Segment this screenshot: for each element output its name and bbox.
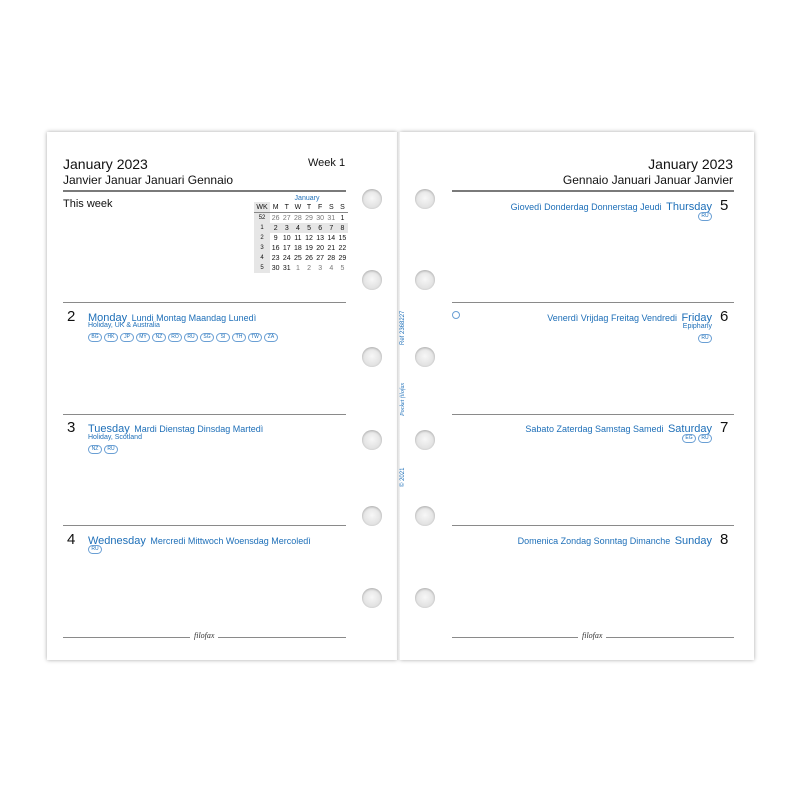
cal-week-number: 3 xyxy=(254,243,270,253)
day-name-translations: Mardi Dienstag Dinsdag Martedì xyxy=(134,424,264,434)
cal-day: 26 xyxy=(271,214,280,222)
holiday-note: Holiday, UK & Australia xyxy=(88,322,160,329)
ring-hole xyxy=(362,588,382,608)
holiday-note: Epiphany xyxy=(682,323,712,330)
cal-header: S xyxy=(337,202,348,213)
ring-hole xyxy=(362,189,382,209)
ring-hole xyxy=(362,270,382,290)
cal-day: 4 xyxy=(295,224,300,232)
mini-calendar xyxy=(254,195,348,273)
cal-day: 31 xyxy=(282,264,291,272)
cal-day: 13 xyxy=(316,234,325,242)
cal-day: 2 xyxy=(273,224,278,232)
country-badges xyxy=(88,333,278,342)
day-name-translations: Lundi Montag Maandag Lunedì xyxy=(131,313,257,323)
day-name-translations: Venerdì Vrijdag Freitag Vendredi xyxy=(547,313,677,323)
country-badge: HK xyxy=(104,333,118,342)
day-name-translations: Sabato Zaterdag Samstag Samedi xyxy=(525,424,664,434)
header-rule xyxy=(63,190,346,192)
day-number-friday: 6 xyxy=(720,308,729,325)
cal-day: 24 xyxy=(282,254,291,262)
mini-calendar-month: January xyxy=(294,195,320,202)
day-name-translations: Domenica Zondag Sonntag Dimanche xyxy=(517,536,671,546)
country-badges xyxy=(698,212,712,221)
cal-day: 14 xyxy=(327,234,336,242)
cal-day: 12 xyxy=(305,234,313,242)
cal-day: 20 xyxy=(316,244,325,252)
cal-week-number: 1 xyxy=(254,223,270,233)
day-heading-wednesday xyxy=(88,531,311,549)
ring-hole xyxy=(415,430,435,450)
cal-day: 22 xyxy=(338,244,347,252)
left-month-title: January 2023 xyxy=(63,156,148,172)
cal-header: M xyxy=(270,202,281,213)
cal-header: T xyxy=(281,202,292,213)
cal-day: 5 xyxy=(340,264,345,272)
cal-week-number: 5 xyxy=(254,263,270,273)
country-badge: SI xyxy=(216,333,230,342)
filofax-logo-right: filofax xyxy=(578,631,606,640)
country-badges xyxy=(698,334,712,343)
day-rule xyxy=(63,414,346,415)
ring-hole xyxy=(362,347,382,367)
cal-day: 23 xyxy=(271,254,280,262)
country-badge: RU xyxy=(698,334,712,343)
margin-brand: Pocket filofax xyxy=(400,382,406,416)
filofax-logo-left: filofax xyxy=(190,631,218,640)
mini-calendar-grid xyxy=(254,202,348,273)
ring-hole xyxy=(415,270,435,290)
cal-day: 30 xyxy=(316,214,325,222)
country-badge: BG xyxy=(88,333,102,342)
country-badge: NZ xyxy=(152,333,166,342)
ring-hole xyxy=(362,506,382,526)
cal-day: 26 xyxy=(305,254,313,262)
country-badge: TH xyxy=(232,333,246,342)
day-name: Wednesday xyxy=(88,535,146,547)
holiday-note: Holiday, Scotland xyxy=(88,434,142,441)
country-badge: RU xyxy=(698,212,712,221)
cal-day: 25 xyxy=(294,254,302,262)
day-number-sunday: 8 xyxy=(720,531,729,548)
ring-hole xyxy=(362,430,382,450)
ring-hole xyxy=(415,588,435,608)
cal-day: 28 xyxy=(327,254,336,262)
cal-day: 10 xyxy=(282,234,291,242)
cal-day: 5 xyxy=(307,224,311,232)
cal-header: WK xyxy=(254,202,270,213)
cal-day: 3 xyxy=(284,224,289,232)
cal-day: 8 xyxy=(340,224,345,232)
cal-day: 19 xyxy=(305,244,313,252)
cal-day: 28 xyxy=(294,214,302,222)
day-name: Friday xyxy=(681,312,712,324)
ring-hole xyxy=(415,189,435,209)
cal-day: 21 xyxy=(327,244,336,252)
country-badge: ZA xyxy=(264,333,278,342)
cal-day: 11 xyxy=(294,234,302,242)
cal-header: F xyxy=(315,202,326,213)
country-badge: RU xyxy=(104,445,118,454)
day-number-thursday: 5 xyxy=(720,197,729,214)
country-badge: MY xyxy=(136,333,150,342)
day-rule xyxy=(452,302,734,303)
left-month-subtitle: Janvier Januar Januari Gennaio xyxy=(63,173,234,187)
country-badge: EG xyxy=(682,434,696,443)
margin-copyright: © 2021 xyxy=(400,467,406,487)
cal-day: 9 xyxy=(273,234,278,242)
cal-day: 3 xyxy=(318,264,323,272)
cal-day: 31 xyxy=(327,214,336,222)
cal-week-number: 4 xyxy=(254,253,270,263)
cal-day: 18 xyxy=(294,244,302,252)
margin-ref: Ref 2368227 xyxy=(400,310,406,345)
day-rule xyxy=(63,525,346,526)
country-badge: RO xyxy=(168,333,182,342)
cal-day: 6 xyxy=(318,224,323,232)
ring-hole xyxy=(415,506,435,526)
country-badge: JP xyxy=(120,333,134,342)
cal-header: S xyxy=(326,202,337,213)
day-rule xyxy=(452,525,734,526)
day-heading-sunday xyxy=(518,531,712,549)
day-name: Tuesday xyxy=(88,423,130,435)
country-badge: RU xyxy=(184,333,198,342)
cal-day: 16 xyxy=(271,244,280,252)
country-badge: NZ xyxy=(88,445,102,454)
day-name: Thursday xyxy=(666,201,712,213)
cal-day: 27 xyxy=(282,214,291,222)
country-badges xyxy=(88,445,118,454)
cal-day: 17 xyxy=(282,244,291,252)
this-week-label: This week xyxy=(63,198,113,210)
cal-day: 4 xyxy=(329,264,334,272)
country-badges xyxy=(682,434,712,443)
moon-phase-icon xyxy=(452,311,460,319)
day-number-tuesday: 3 xyxy=(67,419,76,436)
week-label: Week 1 xyxy=(308,157,346,169)
day-number-monday: 2 xyxy=(67,308,76,325)
day-name: Saturday xyxy=(667,423,712,435)
cal-week-number: 2 xyxy=(254,233,270,243)
cal-day: 29 xyxy=(338,254,347,262)
country-badge: RU xyxy=(698,434,712,443)
day-name-translations: Giovedì Donderdag Donnerstag Jeudi xyxy=(510,202,662,212)
cal-day: 27 xyxy=(316,254,325,262)
cal-header: T xyxy=(303,202,314,213)
cal-week-number: 52 xyxy=(254,213,270,224)
day-rule xyxy=(63,302,346,303)
ring-hole xyxy=(415,347,435,367)
country-badges xyxy=(88,545,102,554)
day-heading-thursday xyxy=(511,197,712,215)
country-badge: RU xyxy=(88,545,102,554)
day-number-saturday: 7 xyxy=(720,419,729,436)
day-name: Sunday xyxy=(674,535,712,547)
cal-day: 29 xyxy=(305,214,313,222)
day-number-wednesday: 4 xyxy=(67,531,76,548)
cal-day: 30 xyxy=(271,264,280,272)
day-rule xyxy=(452,414,734,415)
cal-day: 7 xyxy=(329,224,334,232)
day-name-translations: Mercredi Mittwoch Woensdag Mercoledì xyxy=(150,536,311,546)
right-month-title: January 2023 xyxy=(648,156,733,172)
header-rule xyxy=(452,190,734,192)
cal-header: W xyxy=(292,202,303,213)
country-badge: SG xyxy=(200,333,214,342)
country-badge: TW xyxy=(248,333,262,342)
day-name: Monday xyxy=(88,312,128,324)
cal-day: 1 xyxy=(295,264,300,272)
cal-day: 15 xyxy=(338,234,347,242)
right-month-subtitle: Gennaio Januari Januar Janvier xyxy=(562,173,733,187)
cal-day: 2 xyxy=(307,264,311,272)
cal-day: 1 xyxy=(340,214,345,222)
